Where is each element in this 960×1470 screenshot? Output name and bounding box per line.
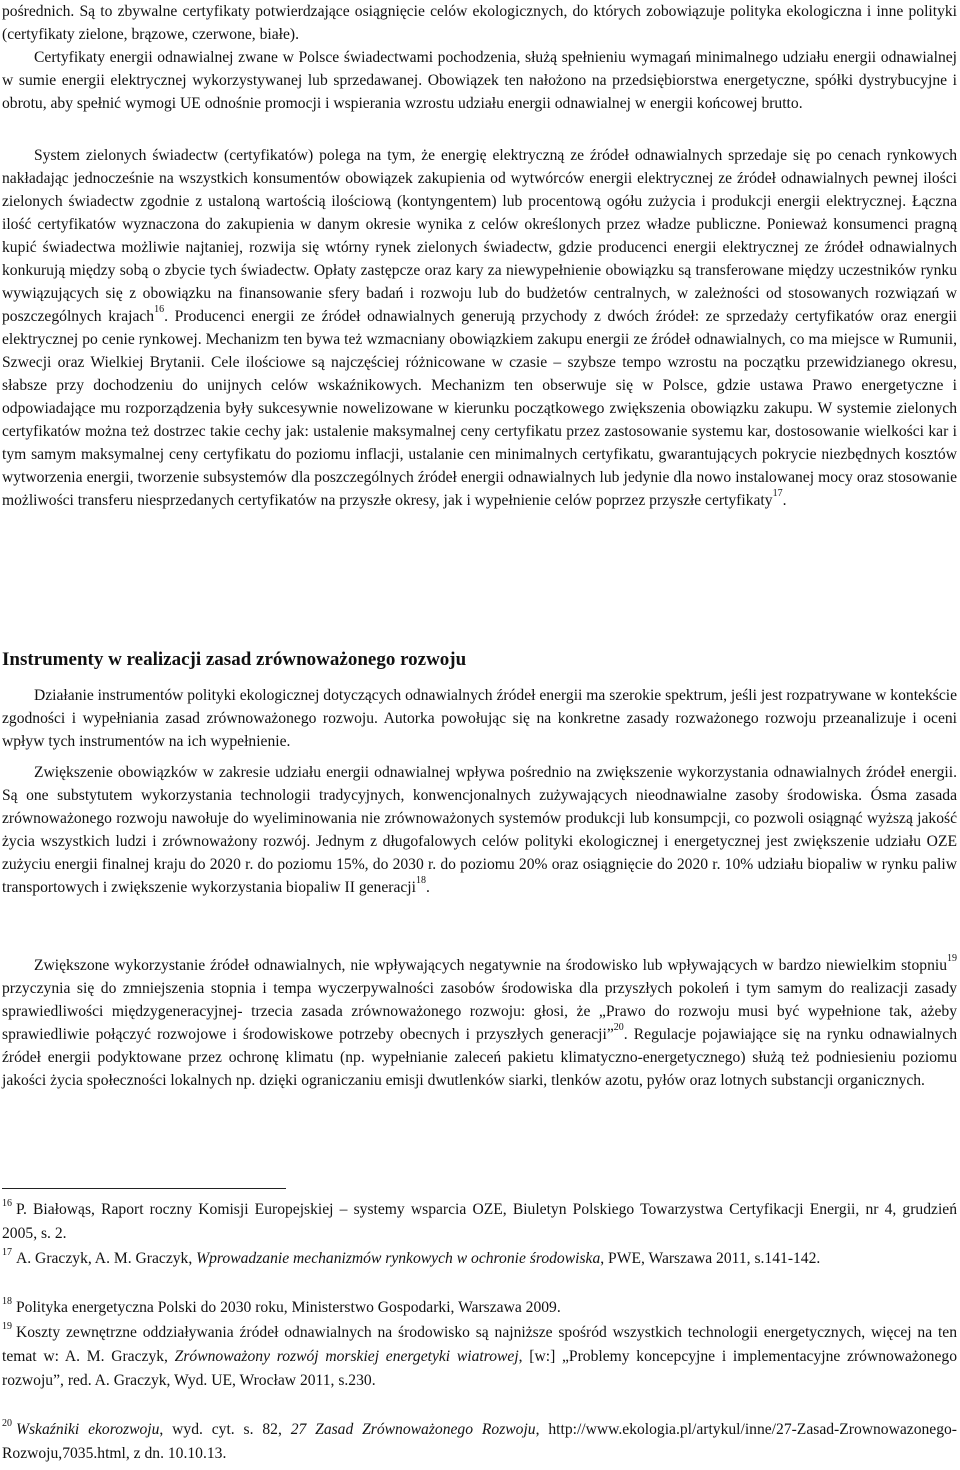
footnote-18: $^{18}$ Polityka energetyczna Polski do 2030 roku, Ministerstwo Gospodarki, Warszawa 2009. <box>2 1296 561 1316</box>
footnote-17: $^{17}$ A. Graczyk, A. M. Graczyk, Wprowadzanie mechanizmów rynkowych w ochronie środowiska, PWE, Warszawa 2011, s.141-142. <box>2 1247 821 1267</box>
footnote-ref-18[interactable]: 18 <box>415 875 426 886</box>
paragraph-green-certificates: System zielonych świadectw (certyfikatów) polega na tym, że energię elektryczną ze źródeł odnawialnych sprzedaje się po cenach rynkowych nakładając jednocześnie na wszystkich konsumentów obowiązek zakupienia od wytwórców energii elektrycznej ze źródeł odnawialnych pewnej ilości zielonych świadectw zgodnie z ustaloną wartością ilościową (kontyngentem) lub procentową ogółu zużycia i produkcji energii elektrycznej. Łączna ilość certyfikatów wyznaczona do zakupienia w danym okresie wynika z celów określonych przez władze publiczne. Ponieważ konsumenci pragną kupić świadectwa możliwie najtaniej, rozwija się wtórny rynek zielonych świadectw, gdzie producenci energii elektrycznej ze źródeł odnawialnych konkurują między sobą o zbycie tych świadectw. Opłaty zastępcze oraz kary za niewypełnienie obowiązku są transferowane między uczestników rynku wywiązujących się z obowiązku na finansowanie sfery badań i rozwoju lub do budżetów centralnych, w zależności od stosowanych rozwiązań w poszczególnych krajach$^{16}$. Producenci energii ze źródeł odnawialnych generują przychody z dwóch źródeł: ze sprzedaży certyfikatów oraz energii elektrycznej po cenie rynkowej. Mechanizm ten bywa też wzmacniany obowiązkiem zakupu energii ze źródeł odnawialnych, co ma miejsce w Rumunii, Szwecji oraz Wielkiej Brytanii. Cele ilościowe są najczęściej różnicowane w czasie – szybsze tempo wzrostu na początku przewidzianego okresu, słabsze przy dochodzeniu do unijnych celów wskaźnikowych. Mechanizm ten obserwuje się w Polsce, gdzie ustawa Prawo energetyczne i odpowiadające mu rozporządzenia były sukcesywnie nowelizowane w kierunku początkowego zwiększenia obowiązku zakupu. W systemie zielonych certyfikatów można też dostrzec takie cechy jak: ustalenie maksymalnej ceny certyfikatu przez zastosowanie systemu kar, dostosowanie wielkości kar i tym samym maksymalnej ceny certyfikatu do poziomu inflacji, ustalanie cen minimalnych certyfikatu, gwarantujących pokrycie niezbędnych kosztów wytworzenia energii, tworzenie subsystemów dla poszczególnych źródeł energii odnawialnych lub jedynie dla nowo instalowanej mocy oraz stosowanie możliwości transferu niesprzedanych certyfikatów na przyszłe okresy, jak i wypełnienie celów poprzez przyszłe certyfikaty$^{17}$. <box>2 147 957 509</box>
section-heading: Instrumenty w realizacji zasad zrównoważonego rozwoju <box>2 649 467 670</box>
footnote-separator <box>2 1188 286 1189</box>
footnote-20: $^{20}$ Wskaźniki ekorozwoju, wyd. cyt. s. 82, 27 Zasad Zrównoważonego Rozwoju, http://www.ekologia.pl/artykul/inne/27-Zasad-Zrownowazonego-Rozwoju,7035.html, z dn. 10.10.13. <box>2 1418 958 1462</box>
paragraph-obligations: Zwiększenie obowiązków w zakresie udziału energii odnawialnej wpływa pośrednio na zwiększenie wykorzystania odnawialnych źródeł energii. Są one substytutem wykorzystania technologii tradycyjnych, konwencjonalnych zużywających nieodnawialne zasoby środowiska. Ósma zasada zrównoważonego rozwoju nawołuje do wyeliminowania nie zrównoważonych systemów produkcji lub konsumpcji, co pozwoli osiągnąć wyższą jakość życia wszystkich ludzi i zrównoważony rozwój. Jednym z długofalowych celów polityki ekologicznej i energetycznej jest zwiększenie udziału OZE zużyciu energii finalnej kraju do 2020 r. do poziomu 15%, do 2030 r. do poziomu 20% oraz osiągnięcie do 2020 r. 10% udziału biopaliw w rynku paliw transportowych i zwiększenie wykorzystania biopaliw II generacji$^{18}$. <box>2 764 957 896</box>
footnote-16: $^{16}$ P. Białowąs, Raport roczny Komisji Europejskiej – systemy wsparcia OZE, Biuletyn Polskiego Towarzystwa Certyfikacji Energii, nr 4, grudzień 2005, s. 2. <box>2 1198 957 1242</box>
footnote-19: $^{19}$ Koszty zewnętrzne oddziaływania źródeł odnawialnych na środowisko są najniższe spośród wszystkich technologii energetycznych, więcej na ten temat w: A. M. Graczyk, Zrównoważony rozwój morskiej energetyki wiatrowej, [w:] „Problemy koncepcyjne i implementacyjne zrównoważonego rozwoju”, red. A. Graczyk, Wyd. UE, Wrocław 2011, s.230. <box>2 1321 957 1389</box>
footnote-ref-17[interactable]: 17 <box>772 488 783 499</box>
paragraph-renewable-certificates: Certyfikaty energii odnawialnej zwane w Polsce świadectwami pochodzenia, służą spełnieniu wymagań minimalnego udziału energii odnawialnej w sumie energii elektrycznej wykorzystywanej lub sprzedawanej. Obowiązek ten nałożono na przedsiębiorstwa energetyczne, spółki dystrybucyjne i obrotu, aby spełnić wymogi UE odnośnie promocji i wspierania wzrostu udziału energii odnawialnej w energii końcowej brutto. <box>2 49 957 112</box>
footnote-ref-19[interactable]: 19 <box>947 953 957 964</box>
footnote-ref-20[interactable]: 20 <box>613 1022 624 1033</box>
footnote-20-link[interactable]: , http://www.ekologia.pl/artykul/inne/27-Zasad-Zrownowazonego-Rozwoju,7035.html, z dn. 10.10.13. <box>2 1421 958 1462</box>
paragraph-instruments: Działanie instrumentów polityki ekologicznej dotyczących odnawialnych źródeł energii ma szerokie spektrum, jeśli jest rozpatrywane w kontekście zgodności i wypełniania zasad zrównoważonego rozwoju. Autorka powołując się na konkretne zasady rozważonego rozwoju przeanalizuje i oceni wpływ tych instrumentów na ich wypełnienie. <box>2 687 957 750</box>
paragraph-intro: pośrednich. Są to zbywalne certyfikaty potwierdzające osiągnięcie celów ekologicznych, do których zobowiązuje polityka ekologiczna i inne polityki (certyfikaty zielone, brązowe, czerwone, białe). <box>2 3 957 43</box>
footnote-ref-16[interactable]: 16 <box>154 304 165 315</box>
paragraph-renewable-usage: Zwiększone wykorzystanie źródeł odnawialnych, nie wpływających negatywnie na środowisko lub wpływających w bardzo niewielkim stopniu$^{19}$ przyczynia się do zmniejszenia stopnia i tempa wyczerpywalności zasobów środowiska dla przyszłych pokoleń i tym samym do realizacji zasady sprawiedliwości międzygeneracyjnej- trzecia zasada zrównoważonego rozwoju: głosi, że „Prawo do rozwoju musi być wypełnione tak, ażeby sprawiedliwie połączyć rozwojowe i środowiskowe potrzeby obecnych i przyszłych generacji”$^{20}$. Regulacje pojawiające się na rynku odnawialnych źródeł energii podyktowane przez ochronę klimatu (np. wypełnianie zaleceń pakietu klimatyczno-energetycznego) służą też podniesieniu poziomu jakości życia społeczności lokalnych np. dzięki ograniczaniu emisji dwutlenków siarki, tlenków azotu, pyłów oraz lotnych substancji organicznych. <box>2 953 957 1089</box>
